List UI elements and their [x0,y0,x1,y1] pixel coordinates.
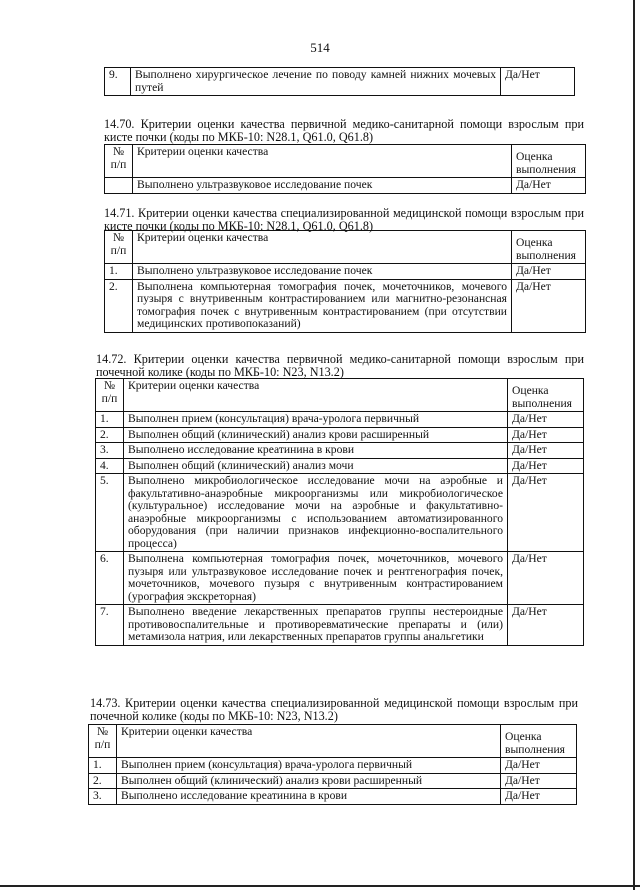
header-number: № п/п [105,231,133,264]
scan-edge-bottom [0,885,640,887]
header-number: № п/п [89,725,117,758]
table-header-row [96,379,584,412]
row-number: 1. [89,758,117,774]
scan-edge-right [633,0,635,890]
header-criteria: Критерии оценки качества [124,379,508,412]
row-number: 5. [96,474,124,552]
table-row [96,458,584,474]
table-row [89,758,577,774]
grade-cell: Да/Нет [512,264,586,280]
row-number: 2. [89,773,117,789]
row-number: 2. [105,279,133,332]
row-number: 4. [96,458,124,474]
criterion-text: Выполнен общий (клинический) анализ крови расширенный [117,773,501,789]
criterion-text: Выполнено ультразвуковое исследование почек [133,264,512,280]
table-header-row [105,145,586,178]
grade-cell: Да/Нет [501,789,577,805]
table-header-row [89,725,577,758]
table-row [89,773,577,789]
table-row [105,178,586,194]
section-heading-14-70: 14.70. Критерии оценки качества первичной медико-санитарной помощи взрослым при кисте почки (коды по МКБ-10: N28.1, Q61.0, Q61.8) [104,117,584,144]
table-row [105,68,575,96]
criterion-text: Выполнена компьютерная томография почек, мочеточников, мочевого пузыря с внутривенным контрастированием или магнитно-резонансная томография почек с внутривенным контрастированием (при отсутствии медицинских противопоказаний) [133,279,512,332]
table-row [96,443,584,459]
criteria-table-14-71 [104,230,586,333]
criterion-text: Выполнено микробиологическое исследование мочи на аэробные и факультативно-анаэробные микроорганизмы или микробиологическое (культуральное) исследование мочи на аэробные и факультативно-анаэробные микроорганизмы с использованием автоматизированного оборудования (при наличии признаков инфекционно-воспалительного процесса) [124,474,508,552]
criterion-text: Выполнено исследование креатинина в крови [124,443,508,459]
criterion-text: Выполнен прием (консультация) врача-уролога первичный [124,412,508,428]
header-criteria: Критерии оценки качества [133,145,512,178]
criterion-text: Выполнен общий (клинический) анализ мочи [124,458,508,474]
header-criteria: Критерии оценки качества [117,725,501,758]
table-row [96,552,584,605]
criterion-text: Выполнен общий (клинический) анализ крови расширенный [124,427,508,443]
row-number: 9. [105,68,131,96]
table-row [96,412,584,428]
row-number: 6. [96,552,124,605]
header-criteria: Критерии оценки качества [133,231,512,264]
section-heading-14-71: 14.71. Критерии оценки качества специализированной медицинской помощи взрослым при кисте почки (коды по МКБ-10: N28.1, Q61.0, Q61.8) [104,206,584,233]
grade-cell: Да/Нет [512,279,586,332]
criteria-table-14-72 [95,378,584,646]
header-grade: Оценка выполнения [512,145,586,178]
table-row [96,427,584,443]
row-number: 1. [105,264,133,280]
header-grade: Оценка выполнения [512,231,586,264]
table-header-row [105,231,586,264]
row-number: 7. [96,605,124,646]
header-number: № п/п [96,379,124,412]
grade-cell: Да/Нет [508,605,584,646]
table-row [105,279,586,332]
grade-cell: Да/Нет [501,758,577,774]
grade-cell: Да/Нет [512,178,586,194]
header-grade: Оценка выполнения [508,379,584,412]
grade-cell: Да/Нет [508,443,584,459]
table-row [96,474,584,552]
criterion-text: Выполнено введение лекарственных препаратов группы нестероидные противовоспалительные и противоревматические препараты и (или) метамизола натрия, или лекарственных препаратов группы анальгетики [124,605,508,646]
row-number: 3. [89,789,117,805]
grade-cell: Да/Нет [508,458,584,474]
section-heading-14-72: 14.72. Критерии оценки качества первичной медико-санитарной помощи взрослым при почечной колике (коды по МКБ-10: N23, N13.2) [96,352,584,379]
grade-cell: Да/Нет [508,474,584,552]
criteria-table-14-70 [104,144,586,194]
grade-cell: Да/Нет [508,412,584,428]
table-row [105,264,586,280]
grade-cell: Да/Нет [508,427,584,443]
criterion-text: Выполнено исследование креатинина в крови [117,789,501,805]
criteria-table-14-73 [88,724,577,805]
grade-cell: Да/Нет [501,773,577,789]
header-number: № п/п [105,145,133,178]
header-grade: Оценка выполнения [501,725,577,758]
page-number: 514 [310,40,330,55]
row-number: 2. [96,427,124,443]
criterion-text: Выполнена компьютерная томография почек, мочеточников, мочевого пузыря или ультразвуковое исследование почек и рентгенография почек, мочеточников, мочевого пузыря с внутривенным контрастированием (урография экскреторная) [124,552,508,605]
grade-cell: Да/Нет [508,552,584,605]
criterion-text: Выполнено ультразвуковое исследование почек [133,178,512,194]
row-number [105,178,133,194]
grade-cell: Да/Нет [501,68,575,96]
section-heading-14-73: 14.73. Критерии оценки качества специализированной медицинской помощи взрослым при почечной колике (коды по МКБ-10: N23, N13.2) [90,696,578,723]
row-number: 3. [96,443,124,459]
table-row [96,605,584,646]
row-number: 1. [96,412,124,428]
criterion-text: Выполнен прием (консультация) врача-уролога первичный [117,758,501,774]
top-table [104,67,575,96]
table-row [89,789,577,805]
criterion-text: Выполнено хирургическое лечение по поводу камней нижних мочевых путей [131,68,501,96]
